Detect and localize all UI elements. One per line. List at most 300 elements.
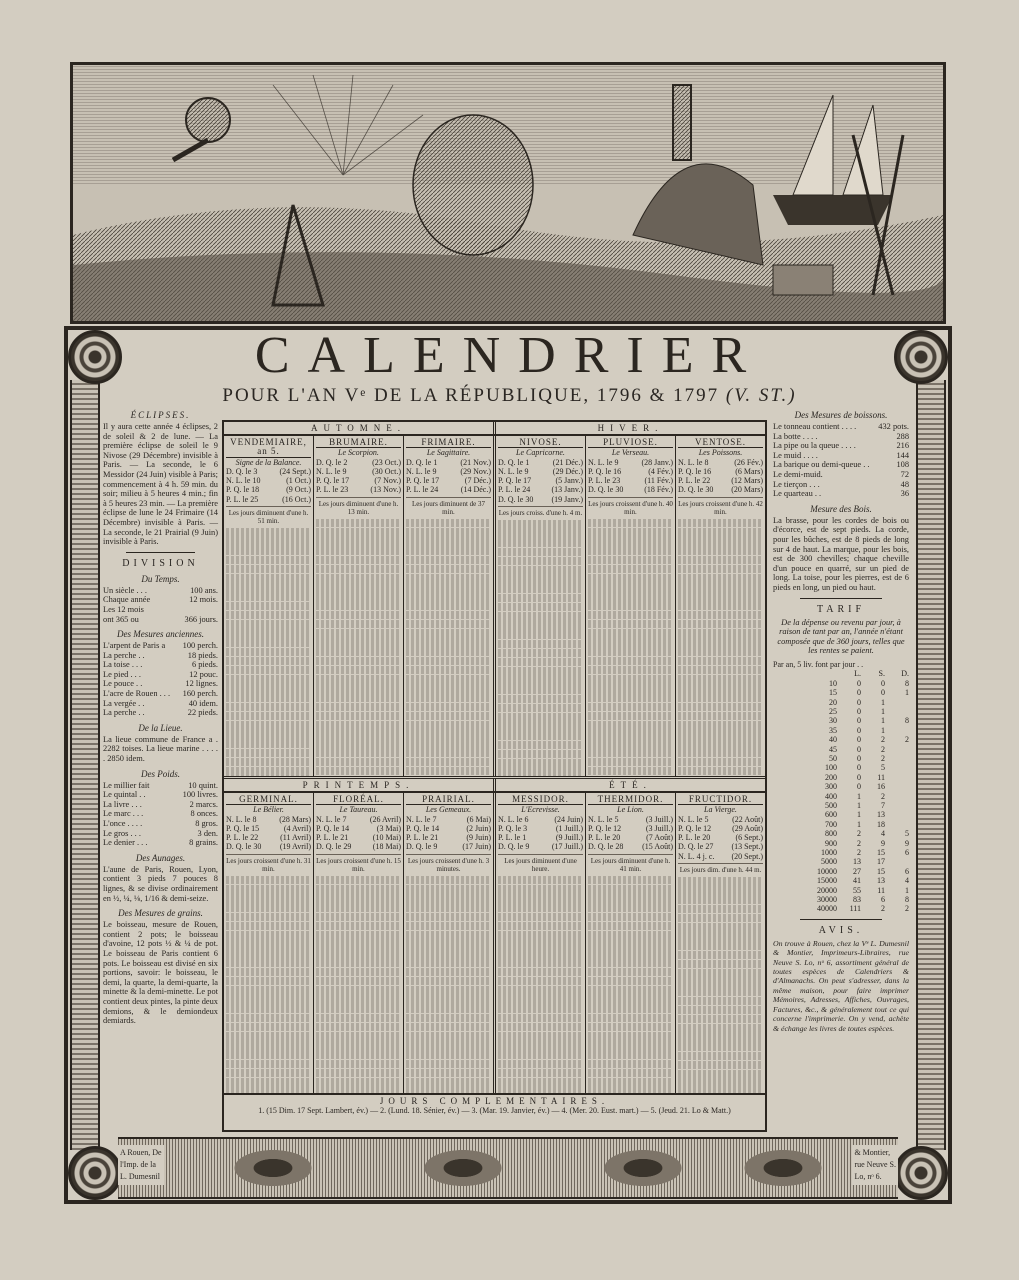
table-cell: Le millier fait (103, 780, 150, 790)
day-entry (678, 941, 763, 950)
moon-phase (498, 476, 583, 485)
moon-phase (226, 842, 311, 851)
table-cell: Le quintal . . (103, 790, 146, 800)
tarif-cell: 10000 (817, 866, 837, 876)
tarif-cell: 2 (881, 904, 885, 914)
day-entry (588, 1050, 673, 1059)
tarif-row (773, 848, 909, 857)
phase-label: P. L. le 1 (498, 833, 527, 843)
day-entry (226, 666, 311, 675)
day-entry (588, 1032, 673, 1041)
day-entry (316, 712, 401, 721)
day-entry (316, 913, 401, 922)
tarif-cell (885, 810, 909, 819)
phase-date: (21 Nov.) (460, 457, 491, 467)
day-entry (588, 977, 673, 986)
day-entry (316, 903, 401, 912)
tarif-cell (885, 763, 909, 772)
day-entry (406, 601, 491, 610)
day-entry (588, 1087, 673, 1093)
imprint-right (852, 1145, 898, 1185)
table-row (773, 432, 909, 442)
day-entry (498, 704, 583, 713)
month-name: PRAIRIAL. (406, 795, 491, 805)
divider (126, 552, 195, 553)
moon-phase (226, 824, 311, 833)
tarif-row (773, 754, 909, 763)
tarif-cell: 0 (857, 716, 861, 726)
tarif-cell: 7 (881, 800, 885, 810)
day-entry (678, 629, 763, 638)
phase-label: D. Q. le 2 (316, 457, 348, 467)
day-entry (588, 1004, 673, 1013)
day-entry (498, 1078, 583, 1087)
phase-label: D. Q. le 29 (316, 842, 352, 852)
day-entry (588, 546, 673, 555)
aunages-heading: Des Aunages. (135, 852, 186, 863)
phase-date: (2 Juin) (466, 823, 491, 833)
day-entry (406, 1078, 491, 1087)
tarif-cell: 2 (857, 838, 861, 848)
tarif-cell: 2 (881, 753, 885, 763)
day-entry (316, 922, 401, 931)
table-cell: 366 jours. (184, 614, 218, 624)
phase-date: (5 Janv.) (555, 476, 583, 486)
day-entry (316, 537, 401, 546)
tarif-header-cell: L. (854, 669, 861, 679)
page-title: CALENDRIER (254, 327, 765, 384)
day-entry (226, 546, 311, 555)
tarif-cell: 30 (829, 716, 837, 726)
grains-text: Le boisseau, mesure de Rouen, contient 2 pots; le boisseau d'avoine, 12 pots ½ & ¼ de pot. Le boisseau de Paris contient 6 pots. Le boisseau est divisé en six portions, savoir: le boisseau, le demi, la quarte, la demi-quarte, la minette & la demi-minette. Le pot contient deux pintes, la pinte deux demions, & le demiondeux demiards. (103, 920, 218, 1026)
tarif-cell: 15000 (817, 876, 837, 886)
day-entry (316, 1060, 401, 1069)
tarif-header-label: Par an, 5 liv. font par jour . . (773, 659, 864, 669)
table-cell: Le muid . . . . (773, 450, 818, 460)
month-column (496, 436, 586, 776)
day-entry (406, 721, 491, 730)
tarif-cell: 1 (881, 706, 885, 716)
day-entry (588, 528, 673, 537)
table-row (103, 615, 218, 625)
table-cell: 48 (900, 479, 909, 489)
tarif-row (773, 716, 909, 725)
boissons-heading: Des Mesures de boissons. (794, 410, 888, 420)
tarif-cell: 41 (853, 876, 861, 886)
phase-label: N. L. le 9 (588, 457, 619, 467)
table-cell: 100 perch. (182, 641, 218, 651)
day-entry (498, 1004, 583, 1013)
tarif-header-cell: S. (878, 669, 885, 679)
day-entry (316, 876, 401, 885)
zodiac-sign: Le Verseau. (611, 448, 650, 458)
phase-label: N. L. le 9 (406, 466, 437, 476)
day-entry (678, 997, 763, 1006)
day-entry (498, 922, 583, 931)
day-entry (406, 638, 491, 647)
day-entry (498, 548, 583, 557)
division-heading: DIVISION (122, 557, 199, 569)
phase-date: (1 Juill.) (555, 823, 583, 833)
day-entry (588, 730, 673, 739)
day-entry (498, 695, 583, 704)
table-cell: 100 ans. (190, 585, 218, 595)
tarif-row (773, 876, 909, 885)
day-entry (678, 1033, 763, 1042)
month-column (314, 436, 404, 776)
table-cell: La livre . . . (103, 799, 142, 809)
moon-phase (498, 495, 583, 504)
table-row (103, 699, 218, 709)
tarif-row (773, 904, 909, 913)
table-cell: Le marc . . . (103, 809, 144, 819)
day-entry (406, 894, 491, 903)
day-entry (316, 601, 401, 610)
day-entry (588, 767, 673, 776)
phase-date: (18 Mai) (372, 842, 401, 852)
day-entry (678, 1088, 763, 1093)
day-entry (226, 730, 311, 739)
day-entry (226, 721, 311, 730)
table-row (773, 489, 909, 499)
day-entry (678, 601, 763, 610)
grains-heading: Des Mesures de grains. (118, 908, 203, 919)
zodiac-sign: L'Ecrevisse. (521, 805, 560, 815)
day-entry (226, 903, 311, 912)
day-entry (316, 638, 401, 647)
season-summer: ÉTÉ. (609, 780, 652, 790)
day-entry (588, 876, 673, 885)
day-entry (588, 949, 673, 958)
table-row (103, 790, 218, 800)
day-entry (588, 958, 673, 967)
day-entry (498, 731, 583, 740)
phase-label: P. Q. le 17 (316, 476, 350, 486)
day-entry (226, 749, 311, 758)
day-entry (226, 556, 311, 565)
phase-label: P. L. le 22 (226, 833, 259, 843)
day-entry (316, 958, 401, 967)
day-entry (316, 894, 401, 903)
tarif-cell: 8 (905, 678, 909, 688)
day-entry (316, 1023, 401, 1032)
day-entry (316, 675, 401, 684)
tarif-row (773, 895, 909, 904)
eclipses-text: Il y aura cette année 4 éclipses, 2 de soleil & 2 de lune. — La première éclipse de soleil le 9 Nivose (29 Décembre) invisible à Paris. — La seconde, le 6 Messidor (24 Juin) visible à Paris; commencement à 4 h. 59 min. du soir; milieu à 5 heures 4 min.; fin à 5 heures 23 min. — La première éclipse de lune le 24 Frimaire (14 Décembre) invisible à Paris. — La seconde, le 21 Prairial (9 Juin) invisible à Paris. (103, 422, 218, 547)
table-row (103, 800, 218, 810)
phase-date: (14 Déc.) (460, 485, 491, 495)
tarif-cell: 900 (825, 838, 837, 848)
day-entry (316, 583, 401, 592)
day-entry (406, 1004, 491, 1013)
moon-phase (588, 458, 673, 467)
table-cell: Le tonneau contient . . . . (773, 422, 857, 431)
tarif-cell: 800 (825, 829, 837, 839)
day-entry (226, 986, 311, 995)
table-row (103, 641, 218, 651)
day-entry (588, 666, 673, 675)
table-cell: Le pouce . . (103, 679, 143, 689)
zodiac-sign: Signe de la Balance. (235, 457, 302, 467)
jours-complementaires (224, 1093, 765, 1117)
table-cell: 432 pots. (878, 422, 909, 431)
day-entry (498, 557, 583, 566)
phase-label: P. Q. le 14 (316, 823, 350, 833)
day-entry (498, 658, 583, 667)
day-entry (588, 968, 673, 977)
bottom-garland (118, 1137, 898, 1199)
table-cell: La barique ou demi-queue . . (773, 460, 870, 470)
day-entry (226, 1060, 311, 1069)
month-column (676, 793, 765, 1093)
tarif-cell: 2 (905, 904, 909, 914)
phase-date: (6 Mai) (466, 814, 491, 824)
day-entry (316, 546, 401, 555)
tarif-row (773, 810, 909, 819)
tarif-cell: 5 (905, 829, 909, 839)
moon-phase (316, 467, 401, 476)
imprint-line: rue Neuve S. (854, 1160, 896, 1169)
rose-ornament (228, 1147, 318, 1189)
day-entry (678, 1061, 763, 1070)
day-entry (226, 739, 311, 748)
day-entry (406, 620, 491, 629)
day-entry (498, 621, 583, 630)
tarif-row (773, 688, 909, 697)
phase-date: (1 Oct.) (286, 476, 311, 486)
tarif-cell: 0 (857, 706, 861, 716)
table-cell: Chaque année (103, 595, 151, 605)
left-sidebar (103, 410, 218, 1026)
day-entry (226, 611, 311, 620)
phase-label: P. L. le 23 (588, 476, 621, 486)
phase-label: D. Q. le 27 (678, 842, 714, 852)
poids-table (103, 781, 218, 848)
table-cell: 160 perch. (182, 689, 218, 699)
tarif-cell (885, 782, 909, 791)
tarif-cell: 6 (905, 866, 909, 876)
day-entry (678, 951, 763, 960)
tarif-intro: De la dépense ou revenu par jour, à raison de tant par an, l'année n'étant composée que de 360 jours, telles que les rentes se paient. (777, 617, 905, 656)
table-row (103, 660, 218, 670)
daylength-note: Les jours dim. d'une h. 44 m. (678, 863, 763, 874)
subtitle-note: (V. ST.) (725, 385, 797, 406)
day-entry (406, 574, 491, 583)
daylength-note: Les jours diminuent d'une h. 41 min. (588, 854, 673, 873)
moon-phase (406, 842, 491, 851)
phase-label: P. L. le 23 (316, 485, 349, 495)
moon-phase (588, 842, 673, 851)
day-entry (678, 730, 763, 739)
day-entry (406, 1023, 491, 1032)
day-entry (498, 1060, 583, 1069)
day-entry (588, 922, 673, 931)
day-entry (498, 630, 583, 639)
zodiac-sign: Les Poissons. (698, 448, 743, 458)
table-cell: L'acre de Rouen . . . (103, 689, 171, 699)
tarif-cell: 16 (877, 782, 885, 792)
day-entry (316, 885, 401, 894)
day-entry (588, 519, 673, 528)
table-cell: 2 marcs. (189, 799, 218, 809)
day-entry (498, 685, 583, 694)
phase-label: P. Q. le 17 (498, 476, 532, 486)
complementaires-heading: JOURS COMPLEMENTAIRES. (379, 1096, 610, 1106)
moon-phase (588, 815, 673, 824)
phase-date: (18 Fév.) (644, 485, 673, 495)
day-entry (406, 546, 491, 555)
table-cell: La toise . . . (103, 660, 143, 670)
season-autumn: AUTOMNE. (224, 422, 496, 434)
day-entry (316, 1014, 401, 1023)
table-cell: 12 pouc. (189, 669, 218, 679)
phase-label: P. L. le 24 (498, 485, 531, 495)
day-entry (406, 528, 491, 537)
day-entry (588, 986, 673, 995)
tarif-row (773, 792, 909, 801)
day-entry (678, 886, 763, 895)
daylength-note: Les jours diminuent d'une h. 51 min. (226, 506, 311, 525)
day-entry (678, 638, 763, 647)
moon-phase (588, 467, 673, 476)
phase-label: N. L. le 5 (588, 814, 619, 824)
tarif-cell: 1 (881, 716, 885, 726)
phase-date: (16 Oct.) (282, 494, 311, 504)
month-name: THERMIDOR. (588, 795, 673, 805)
phase-date: (12 Mars) (731, 476, 763, 486)
tarif-cell: 9 (905, 838, 909, 848)
day-entry (498, 986, 583, 995)
tarif-row (773, 679, 909, 688)
temps-heading: Du Temps. (141, 573, 180, 584)
day-entry (498, 603, 583, 612)
daylength-note: Les jours croissent d'une h. 31 min. (226, 854, 311, 873)
tarif-row (773, 763, 909, 772)
day-entry (406, 1041, 491, 1050)
day-entry (498, 520, 583, 529)
day-entry (316, 968, 401, 977)
moon-phase (678, 842, 763, 851)
table-cell: La perche . . (103, 650, 145, 660)
day-entry (226, 712, 311, 721)
day-entry (588, 693, 673, 702)
moon-phase (498, 485, 583, 494)
tarif-cell: 0 (857, 753, 861, 763)
phase-date: (20 Sept.) (731, 851, 763, 861)
phase-date: (22 Août) (732, 814, 763, 824)
day-entry (498, 649, 583, 658)
table-cell: 10 quint. (188, 780, 218, 790)
month-column (314, 793, 404, 1093)
day-entry (406, 666, 491, 675)
tarif-row (773, 735, 909, 744)
day-entry (316, 949, 401, 958)
tarif-header (773, 669, 909, 678)
day-entry (498, 995, 583, 1004)
phase-label: N. L. le 7 (316, 814, 347, 824)
table-cell: 108 (896, 460, 909, 470)
day-entry (316, 574, 401, 583)
tarif-cell: 0 (857, 735, 861, 745)
rosette-ornament (68, 1146, 122, 1200)
tarif-cell: 1 (881, 725, 885, 735)
day-entry (406, 730, 491, 739)
table-cell: 8 gros. (195, 819, 218, 828)
phase-label: N. L. le 10 (226, 476, 261, 486)
table-row (103, 829, 218, 839)
day-entry (678, 712, 763, 721)
day-entry (588, 565, 673, 574)
day-entry (316, 703, 401, 712)
day-entry (588, 739, 673, 748)
table-cell: 22 pieds. (187, 708, 218, 718)
day-entry (316, 721, 401, 730)
bois-text: La brasse, pour les cordes de bois ou d'écorce, est de sept pieds. La corde, pour les bûches, est de 8 pieds de long sur 4 de haut. La marque, pour les bois, est de 300 chevilles; chaque cheville d'un pouce en quarré, sur un pied de long. La toise, pour les pierres, est de 6 pieds en long, un pied ou haut. (773, 515, 909, 592)
day-entry (316, 767, 401, 776)
moon-phase (588, 824, 673, 833)
moon-phase (678, 458, 763, 467)
table-cell: Le gros . . . (103, 828, 141, 838)
day-entry (316, 592, 401, 601)
table-row (103, 809, 218, 819)
tarif-cell: 4 (881, 829, 885, 839)
day-entry (226, 693, 311, 702)
day-entry (498, 1087, 583, 1093)
phase-date: (13 Nov.) (370, 485, 401, 495)
tarif-heading: TARIF (816, 603, 866, 615)
day-entry (226, 1087, 311, 1093)
moon-phase (406, 485, 491, 494)
moon-phase (226, 833, 311, 842)
day-entry (316, 1032, 401, 1041)
day-entry (588, 574, 673, 583)
day-entry (316, 730, 401, 739)
day-entry (498, 977, 583, 986)
tarif-table (773, 660, 909, 914)
day-entry (316, 556, 401, 565)
tarif-cell: 1 (905, 885, 909, 895)
moon-phase (678, 476, 763, 485)
day-entry (226, 629, 311, 638)
phase-date: (4 Avril) (283, 823, 311, 833)
day-entry (588, 675, 673, 684)
day-entry (498, 1023, 583, 1032)
aunages-text: L'aune de Paris, Rouen, Lyon, contient 3 pieds 7 pouces 8 lignes, & se divise ordinairement en ½, ¼, ⅛, 1/16 & demi-seize. (103, 864, 218, 903)
tarif-cell: 30000 (817, 895, 837, 905)
day-entry (498, 584, 583, 593)
divider (800, 598, 882, 599)
day-entry (498, 741, 583, 750)
tarif-row (773, 782, 909, 791)
day-entry (588, 657, 673, 666)
day-entry (226, 977, 311, 986)
phase-label: P. Q. le 15 (226, 823, 260, 833)
day-entry (226, 995, 311, 1004)
moon-phase (226, 476, 311, 485)
day-entry (678, 592, 763, 601)
boissons-table (773, 422, 909, 499)
day-entry (588, 537, 673, 546)
tarif-cell (885, 726, 909, 735)
day-entry (588, 721, 673, 730)
tarif-cell: 8 (905, 895, 909, 905)
zodiac-sign: Le Capricorne. (516, 448, 565, 458)
day-entry (498, 1050, 583, 1059)
season-spring: PRINTEMPS. (224, 779, 496, 791)
phase-date: (11 Avril) (280, 833, 311, 843)
month-column (586, 436, 676, 776)
imprint-line: A Rouen, De (120, 1148, 162, 1157)
